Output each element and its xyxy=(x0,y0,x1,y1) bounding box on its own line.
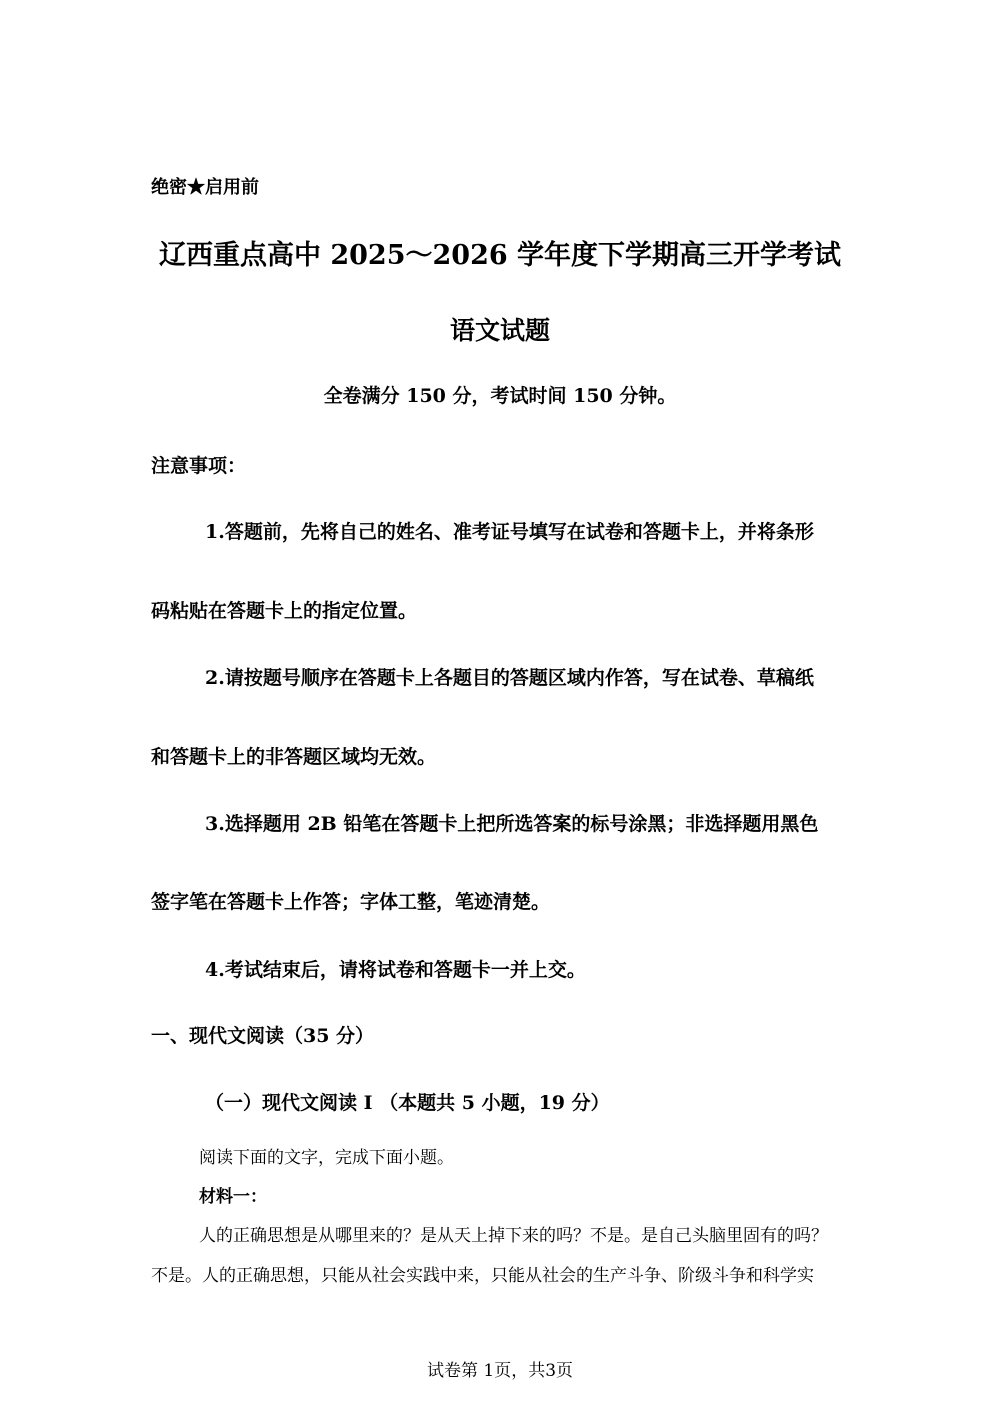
subject-title: 语文试题 xyxy=(449,316,550,345)
score-info: 全卷满分 150 分，考试时间 150 分钟。 xyxy=(323,385,677,407)
page-footer: 试卷第 1页，共3页 xyxy=(426,1361,574,1381)
subsection-heading: （一）现代文阅读 I （本题共 5 小题，19 分） xyxy=(205,1092,610,1114)
reading-instruction: 阅读下面的文字，完成下面小题。 xyxy=(199,1148,454,1168)
section-heading: 一、现代文阅读（35 分） xyxy=(151,1025,375,1047)
notice-item-1-line-1: 1.答题前，先将自己的姓名、准考证号填写在试卷和答题卡上，并将条形 xyxy=(205,521,814,543)
notice-item-2-line-2: 和答题卡上的非答题区域均无效。 xyxy=(151,746,437,768)
notice-item-2-line-1: 2.请按题号顺序在答题卡上各题目的答题区域内作答，写在试卷、草稿纸 xyxy=(205,667,814,689)
notice-item-1-line-2: 码粘贴在答题卡上的指定位置。 xyxy=(151,600,418,622)
notice-heading: 注意事项： xyxy=(151,455,247,477)
material-label: 材料一： xyxy=(199,1187,267,1207)
passage-line-1: 人的正确思想是从哪里来的？是从天上掉下来的吗？不是。是自己头脑里固有的吗？ xyxy=(199,1226,828,1246)
notice-item-3-line-2: 签字笔在答题卡上作答；字体工整，笔迹清楚。 xyxy=(151,891,551,913)
notice-item-3-line-1: 3.选择题用 2B 铅笔在答题卡上把所选答案的标号涂黑；非选择题用黑色 xyxy=(205,813,819,835)
passage-line-2: 不是。人的正确思想，只能从社会实践中来，只能从社会的生产斗争、阶级斗争和科学实 xyxy=(151,1266,814,1286)
notice-item-4-line-1: 4.考试结束后，请将试卷和答题卡一并上交。 xyxy=(205,959,586,981)
exam-title: 辽西重点高中 2025～2026 学年度下学期高三开学考试 xyxy=(158,240,842,271)
confidential-label: 绝密★启用前 xyxy=(151,177,259,198)
